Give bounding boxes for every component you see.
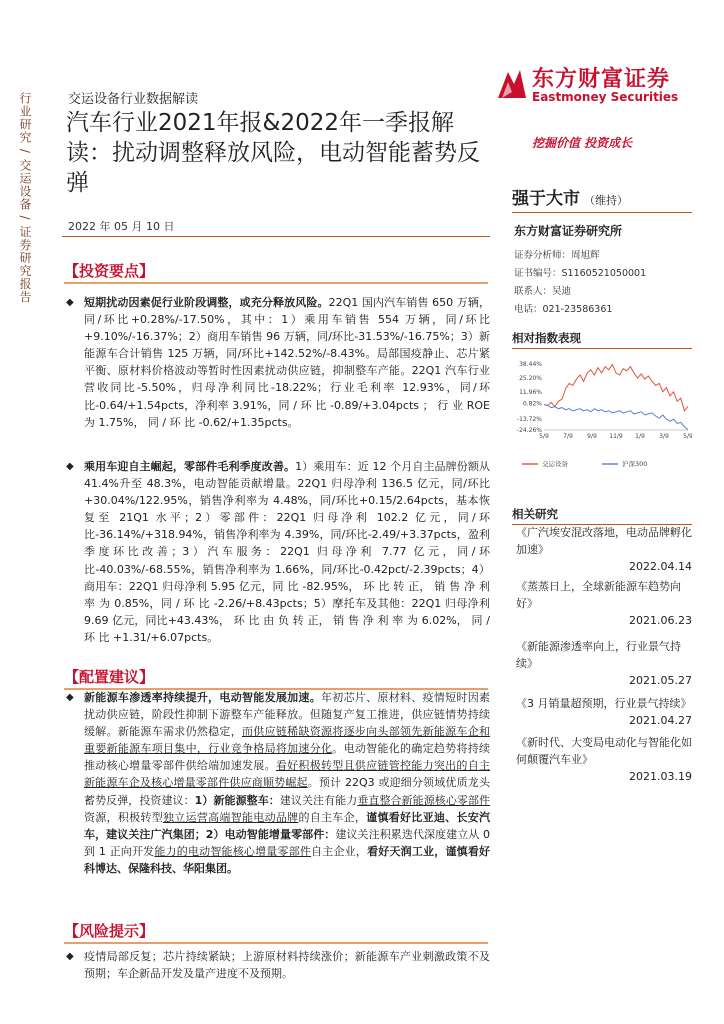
contact-name: 吴迪: [552, 286, 572, 297]
config-bold-2: 谨慎看好比亚迪、长安汽车，建议关注广汽集团；2）电动智能增量零部件：: [84, 810, 491, 841]
cert-number: S1160521050001: [561, 268, 647, 279]
logo-cn-text: 东方财富证券: [532, 67, 671, 92]
report-date: 2022 年 05 月 10 日: [68, 220, 175, 233]
phone-number: 021-23586361: [542, 304, 613, 315]
related-item-5[interactable]: [516, 734, 692, 785]
cert-label: 证书编号：: [514, 268, 562, 279]
series-line-1: [544, 365, 688, 411]
config-bold-3: 看好天润工业，谨慎看好科博达、保隆科技、华阳集团。: [84, 844, 491, 875]
related-title-4[interactable]: 《3 月销量超预期，行业景气持续》: [516, 697, 692, 710]
config-text-g: 建议关注积累迭代深度建立从 0 到 1 正向开发: [84, 827, 490, 858]
config-text-c: 。预计 22Q3 或迎细分领域优质龙头蓄势反弹，投资建议：: [84, 776, 490, 807]
rating-divider: [512, 212, 692, 213]
related-title-2[interactable]: 《蒸蒸日上，全球新能源车趋势向好》: [516, 580, 681, 610]
side-category-1: 行业研究: [18, 92, 32, 144]
related-date-1: 2022.04.14: [629, 560, 692, 573]
config-text-e: 资源，积极转型: [84, 810, 163, 824]
series-line-2: [544, 405, 688, 430]
analyst-line: [514, 247, 600, 261]
risk-heading: 【风险提示】: [64, 922, 155, 940]
y-tick-label: -13.72%: [516, 415, 542, 423]
legend-label-1: 交运设备: [542, 460, 568, 468]
related-item-1[interactable]: [516, 524, 692, 575]
highlight-2-body: 1）乘用车：近 12 个月自主品牌份额从 41.4%升至 48.3%，电动智能贡献增量。22Q1 归母净利 136.5 亿元，同/环比+30.04%/122.95%，销售净利率为 4.48%，同/环比+0.15/2.64pcts，基本恢复至 21Q1 水平；2）零部件：22Q1 归母净利 102.2 亿元，同/环比-36.14%/+318.94%，销售净利率为 4.39%，同/环比-2.49/+3.37pcts，盈利季度环比改善；3）汽车服务：22Q1 归母净利 7.77 亿元，同/环比-40.03%/-68.55%，销售净利率为 1.66%，同/环比-0.42pct/-2.39pcts；4）商用车：22Q1 归母净利 5.95 亿元，同 比 -82.95%， 环 比 转 正， 销 售 净 利 率 为 0.85%，同 / 环 比 -2.26/+8.43pcts；5）摩托车及其他：22Q1 归母净利 9.69 亿元，同比+43.43%， 环 比 由 负 转 正， 销 售 净 利 率 为 6.02%， 同 / 环 比 +1.31/+6.07pcts。: [84, 460, 491, 644]
config-heading: 【配置建议】: [64, 668, 155, 686]
logo-mark-icon: [494, 64, 528, 104]
diamond-bullet-icon: ◆: [66, 692, 74, 703]
related-date-3: 2021.05.27: [629, 674, 692, 687]
phone-label: 电话：: [514, 304, 543, 315]
x-tick-label: 9/9: [587, 433, 597, 440]
y-tick-label: 38.44%: [519, 361, 542, 368]
rating-note: （维持）: [584, 194, 628, 207]
config-underline-5: 能力的电动智能核心增量零部件: [154, 844, 312, 858]
risk-text: 疫情局部反复；芯片持续紧缺；上游原材料持续涨价；新能源车产业刺激政策不及预期；车企新品开发及量产进度不及预期。: [84, 950, 490, 981]
x-tick-label: 7/9: [563, 433, 573, 440]
x-tick-label: 5/9: [539, 433, 549, 440]
related-title-1[interactable]: 《广汽埃安混改落地，电动品牌孵化加速》: [516, 526, 692, 556]
relative-index-svg: [512, 358, 692, 478]
y-tick-label: 11.96%: [519, 388, 542, 396]
header-divider: [62, 236, 490, 237]
x-tick-label: 11/9: [609, 433, 623, 440]
diamond-bullet-icon: ◆: [66, 951, 74, 962]
analyst-label: 证券分析师：: [514, 250, 572, 261]
related-section-title: 相关研究: [512, 506, 692, 525]
legend-label-2: 沪深300: [622, 460, 648, 468]
related-date-2: 2021.06.23: [629, 614, 692, 627]
highlight-para-1: [66, 294, 490, 431]
config-underline-3: 垂直整合新能源核心零部件: [357, 793, 491, 807]
y-tick-label: 25.20%: [519, 374, 542, 382]
index-section-title: 相对指数表现: [512, 330, 692, 349]
related-title-3[interactable]: 《新能源渗透率向上，行业景气持续》: [516, 640, 681, 670]
related-title-5[interactable]: 《新时代、大变局电动化与智能化如何颠覆汽车业》: [516, 736, 692, 766]
side-separator-2: /: [18, 215, 32, 221]
brand-logo: [494, 62, 684, 108]
side-category-2: 交运设备: [18, 158, 32, 211]
config-text-f: 的自主车企，: [298, 810, 367, 824]
config-para: [66, 689, 490, 877]
config-bold-1: 1）新能源整车：: [194, 793, 280, 807]
cert-line: [514, 265, 646, 279]
analyst-name: 周旭辉: [571, 250, 600, 261]
diamond-bullet-icon: ◆: [66, 461, 74, 472]
config-text-b: 。电动智能化的确定趋势将持续推动核心增量零部件供给端加速发展。: [84, 742, 491, 773]
side-separator-1: /: [18, 148, 32, 154]
x-tick-label: 1/9: [635, 433, 645, 440]
highlight-1-body: 22Q1 国内汽车销售 650 万辆，同/环比+0.28%/-17.50%，其中：1）乘用车销售 554 万辆，同/环比+9.10%/-16.37%；2）商用车销售 96 万辆，同/环比-31.53%/-16.75%；3）新能源车合计销售 125 万辆，同/环比+142.52%/-8.43%。局部国疫静止、芯片紧平衡、原材料价格波动等暂时性因素扰动供应链，抑制整车产能。22Q1 汽车行业营收同比-5.50%，归母净利同比-18.22%；行业毛利率 12.93%，同/环比-0.64/+1.54pcts，净利率 3.91%，同 / 环 比 -0.89/+3.04pcts ； 行 业 ROE 为 1.75%， 同 / 环 比 -0.62/+1.35pcts。: [84, 296, 491, 429]
rating: [512, 189, 628, 209]
slogan: 挖掘价值 投资成长: [532, 136, 633, 150]
related-item-2[interactable]: [516, 578, 692, 629]
x-tick-label: 5/9: [683, 433, 692, 440]
side-category-3: 证券研究报告: [18, 225, 32, 304]
phone-line: [514, 301, 612, 315]
config-underline-4: 独立运营高端智能电动品牌: [163, 810, 299, 824]
config-lead: 新能源车渗透率持续提升，电动智能发展加速。: [84, 691, 321, 704]
related-date-4: 2021.04.27: [629, 714, 692, 727]
related-item-3[interactable]: [516, 638, 692, 689]
related-date-5: 2021.03.19: [629, 770, 692, 783]
rating-box: [512, 184, 692, 209]
relative-index-chart: [512, 358, 692, 478]
contact-line: [514, 283, 571, 297]
highlight-2-lead: 乘用车迎自主崛起，零部件毛利季度改善。: [84, 460, 296, 473]
report-type: 交运设备行业数据解读: [68, 92, 199, 107]
config-text-d: 建议关注有能力: [279, 793, 358, 807]
config-text-h: 自主企业，: [311, 844, 368, 858]
config-underline-1: 而供应链稀缺资源将逐步向头部领先新能源车企和重要新能源车项目集中，行业竞争格局将加速分化: [84, 725, 490, 756]
highlights-heading: 【投资要点】: [64, 262, 155, 280]
x-tick-label: 3/9: [659, 433, 669, 440]
y-tick-label: -24.26%: [516, 427, 542, 434]
y-tick-label: 0.82%: [522, 400, 542, 408]
report-title: 汽车行业2021年报&2022年一季报解读：扰动调整释放风险，电动智能蓄势反弹: [66, 110, 480, 196]
config-underline-2: 看好积极转型且供应链管控能力突出的自主新能源车企及核心增量零部件供应商顺势崛起: [84, 759, 491, 790]
institute: 东方财富证券研究所: [514, 224, 623, 238]
risk-para: [66, 948, 490, 982]
highlight-1-lead: 短期扰动因素促行业阶段调整，或充分释放风险。: [84, 296, 329, 309]
related-item-4[interactable]: [516, 695, 692, 729]
contact-label: 联系人：: [514, 286, 553, 297]
side-category-bar: [14, 92, 36, 303]
highlight-para-2: [66, 458, 490, 646]
config-text-a: 年初芯片、原材料、疫情短时因素扰动供应链，阶段性抑制下游整车产能释放。但随复产复工推进，供应链情势持续缓解。新能源车需求仍然稳定，: [84, 691, 490, 739]
logo-en-text: Eastmoney Securities: [532, 90, 679, 104]
rating-value: 强于大市: [512, 189, 580, 209]
diamond-bullet-icon: ◆: [66, 297, 74, 308]
